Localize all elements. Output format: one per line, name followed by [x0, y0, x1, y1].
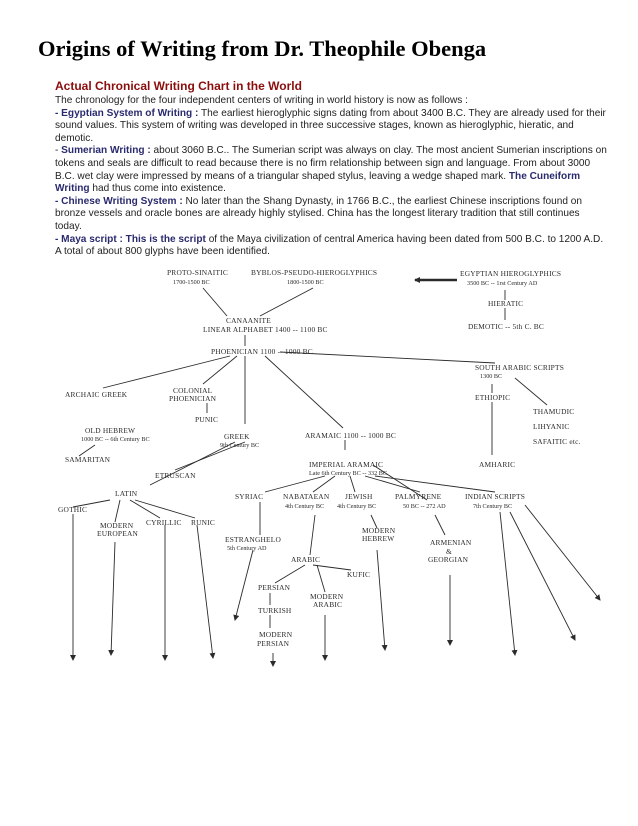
label-syriac: SYRIAC	[235, 492, 264, 501]
sumerian-text-1: about 3060 B.C.. The Sumerian script was always on clay. The most ancient Sumerian inscriptions on tokens and seals are difficult to read because there is no firm relationship between sign and language. From about 3000 B.C. wet clay were impressed by means of a triangular shaped stylus, leaving a wedge shaped mark.	[55, 145, 607, 182]
label-modern-arabic-1: MODERN	[310, 592, 344, 601]
label-aramaic: ARAMAIC 1100 -- 1000 BC	[305, 431, 396, 440]
label-amharic: AMHARIC	[479, 460, 516, 469]
label-modern-european-1: MODERN	[100, 521, 134, 530]
label-turkish: TURKISH	[258, 606, 292, 615]
label-byblos: BYBLOS-PSEUDO-HIEROGLYPHICS	[251, 268, 378, 277]
label-canaanite: CANAANITE	[226, 316, 271, 325]
label-cyrillic: CYRILLIC	[146, 518, 182, 527]
label-jewish: JEWISH	[345, 492, 373, 501]
sumerian-text-2: had thus come into existence.	[89, 183, 226, 195]
label-gothic: GOTHIC	[58, 505, 88, 514]
date-greek: 9th Century BC	[220, 442, 260, 449]
label-runic: RUNIC	[191, 518, 215, 527]
label-latin: LATIN	[115, 489, 138, 498]
date-byblos: 1800-1500 BC	[287, 279, 324, 286]
label-modern-persian-2: PERSIAN	[257, 639, 290, 648]
date-imperial-aramaic: Late 6th Century BC -- 332 BC	[309, 470, 388, 477]
date-estranghelo: 5th Century AD	[227, 545, 267, 552]
date-nabataean: 4th Century BC	[285, 503, 325, 510]
label-old-hebrew: OLD HEBREW	[85, 426, 136, 435]
label-modern-arabic-2: ARABIC	[313, 600, 343, 609]
date-jewish: 4th Century BC	[337, 503, 377, 510]
label-thamudic: THAMUDIC	[533, 407, 575, 416]
date-egyptian: 3500 BC -- 1rst Century AD	[467, 280, 538, 287]
label-demotic: DEMOTIC -- 5th C. BC	[468, 322, 545, 331]
label-linear-alphabet: LINEAR ALPHABET 1400 -- 1100 BC	[203, 325, 328, 334]
date-old-hebrew: 1000 BC -- 6th Century BC	[81, 436, 150, 443]
egyptian-text: The earliest hieroglyphic signs dating from about 3400 B.C. They are already used for their sound values. This system of writing was developed in three successive stages, known as hieroglyphic, hieratic, and demotic.	[55, 107, 606, 144]
label-ethiopic: ETHIOPIC	[475, 393, 511, 402]
sumerian-label: Sumerian Writing :	[61, 145, 151, 157]
diagram-labels	[58, 268, 581, 648]
date-south-arabic: 1300 BC	[480, 373, 503, 380]
label-imperial-aramaic: IMPERIAL ARAMAIC	[309, 460, 384, 469]
chinese-label: - Chinese Writing System :	[55, 195, 183, 207]
label-estranghelo: ESTRANGHELO	[225, 535, 281, 544]
label-modern-persian-1: MODERN	[259, 630, 293, 639]
label-colonial-phoenician: PHOENICIAN	[169, 394, 217, 403]
date-palmyrene: 50 BC -- 272 AD	[403, 503, 446, 510]
label-ampersand: &	[446, 547, 452, 556]
maya-label: - Maya script : This is the script	[55, 233, 206, 245]
egyptian-paragraph	[55, 108, 607, 146]
label-palmyrene: PALMYRENE	[395, 492, 442, 501]
label-phoenician: PHOENICIAN 1100 -- 1000 BC	[211, 347, 313, 356]
writing-chart-svg	[55, 260, 602, 670]
label-south-arabic: SOUTH ARABIC SCRIPTS	[475, 363, 565, 372]
label-arabic: ARABIC	[291, 555, 321, 564]
label-armenian: ARMENIAN	[430, 538, 472, 547]
label-persian: PERSIAN	[258, 583, 291, 592]
date-proto-sinaitic: 1700-1500 BC	[173, 279, 210, 286]
chinese-text: No later than the Shang Dynasty, in 1766 B.C., the earliest Chinese inscriptions found on bronze vessels and oracle bones are already highly stylised. China has the longest literary tradition that still continues today.	[55, 195, 583, 232]
egyptian-label: - Egyptian System of Writing :	[55, 107, 199, 119]
sumerian-prefix: -	[55, 145, 62, 157]
label-georgian: GEORGIAN	[428, 555, 469, 564]
body-text	[55, 95, 607, 259]
label-egyptian-hieroglyphics: EGYPTIAN HIEROGLYPHICS	[460, 269, 562, 278]
label-archaic-greek: ARCHAIC GREEK	[65, 390, 128, 399]
label-colonial: COLONIAL	[173, 386, 213, 395]
page-title: Origins of Writing from Dr. Theophile Obenga	[38, 36, 487, 61]
maya-text: of the Maya civilization of central America having been dated from 500 B.C. to 1200 A.D. A total of about 800 glyphs have been identified.	[55, 233, 604, 258]
label-proto-sinaitic: PROTO-SINAITIC	[167, 268, 228, 277]
label-nabataean: NABATAEAN	[283, 492, 330, 501]
label-samaritan: SAMARITAN	[65, 455, 111, 464]
date-indian: 7th Century BC	[473, 503, 513, 510]
label-kufic: KUFIC	[347, 570, 371, 579]
label-modern-hebrew-2: HEBREW	[362, 534, 395, 543]
writing-chart-diagram	[55, 260, 602, 670]
intro-paragraph: The chronology for the four independent centers of writing in world history is now as follows :	[55, 95, 468, 106]
section-subtitle: Actual Chronical Writing Chart in the World	[55, 79, 302, 93]
label-etruscan: ETRUSCAN	[155, 471, 196, 480]
label-lihyanic: LIHYANIC	[533, 422, 570, 431]
label-modern-hebrew-1: MODERN	[362, 526, 396, 535]
cuneiform-label: The Cuneiform Writing	[55, 170, 581, 195]
label-greek: GREEK	[224, 432, 250, 441]
maya-paragraph	[55, 234, 607, 259]
label-punic: PUNIC	[195, 415, 219, 424]
label-indian-scripts: INDIAN SCRIPTS	[465, 492, 526, 501]
chinese-paragraph	[55, 196, 607, 234]
label-modern-european-2: EUROPEAN	[97, 529, 139, 538]
label-safaitic: SAFAITIC etc.	[533, 437, 581, 446]
label-hieratic: HIERATIC	[488, 299, 524, 308]
sumerian-paragraph	[55, 145, 607, 195]
